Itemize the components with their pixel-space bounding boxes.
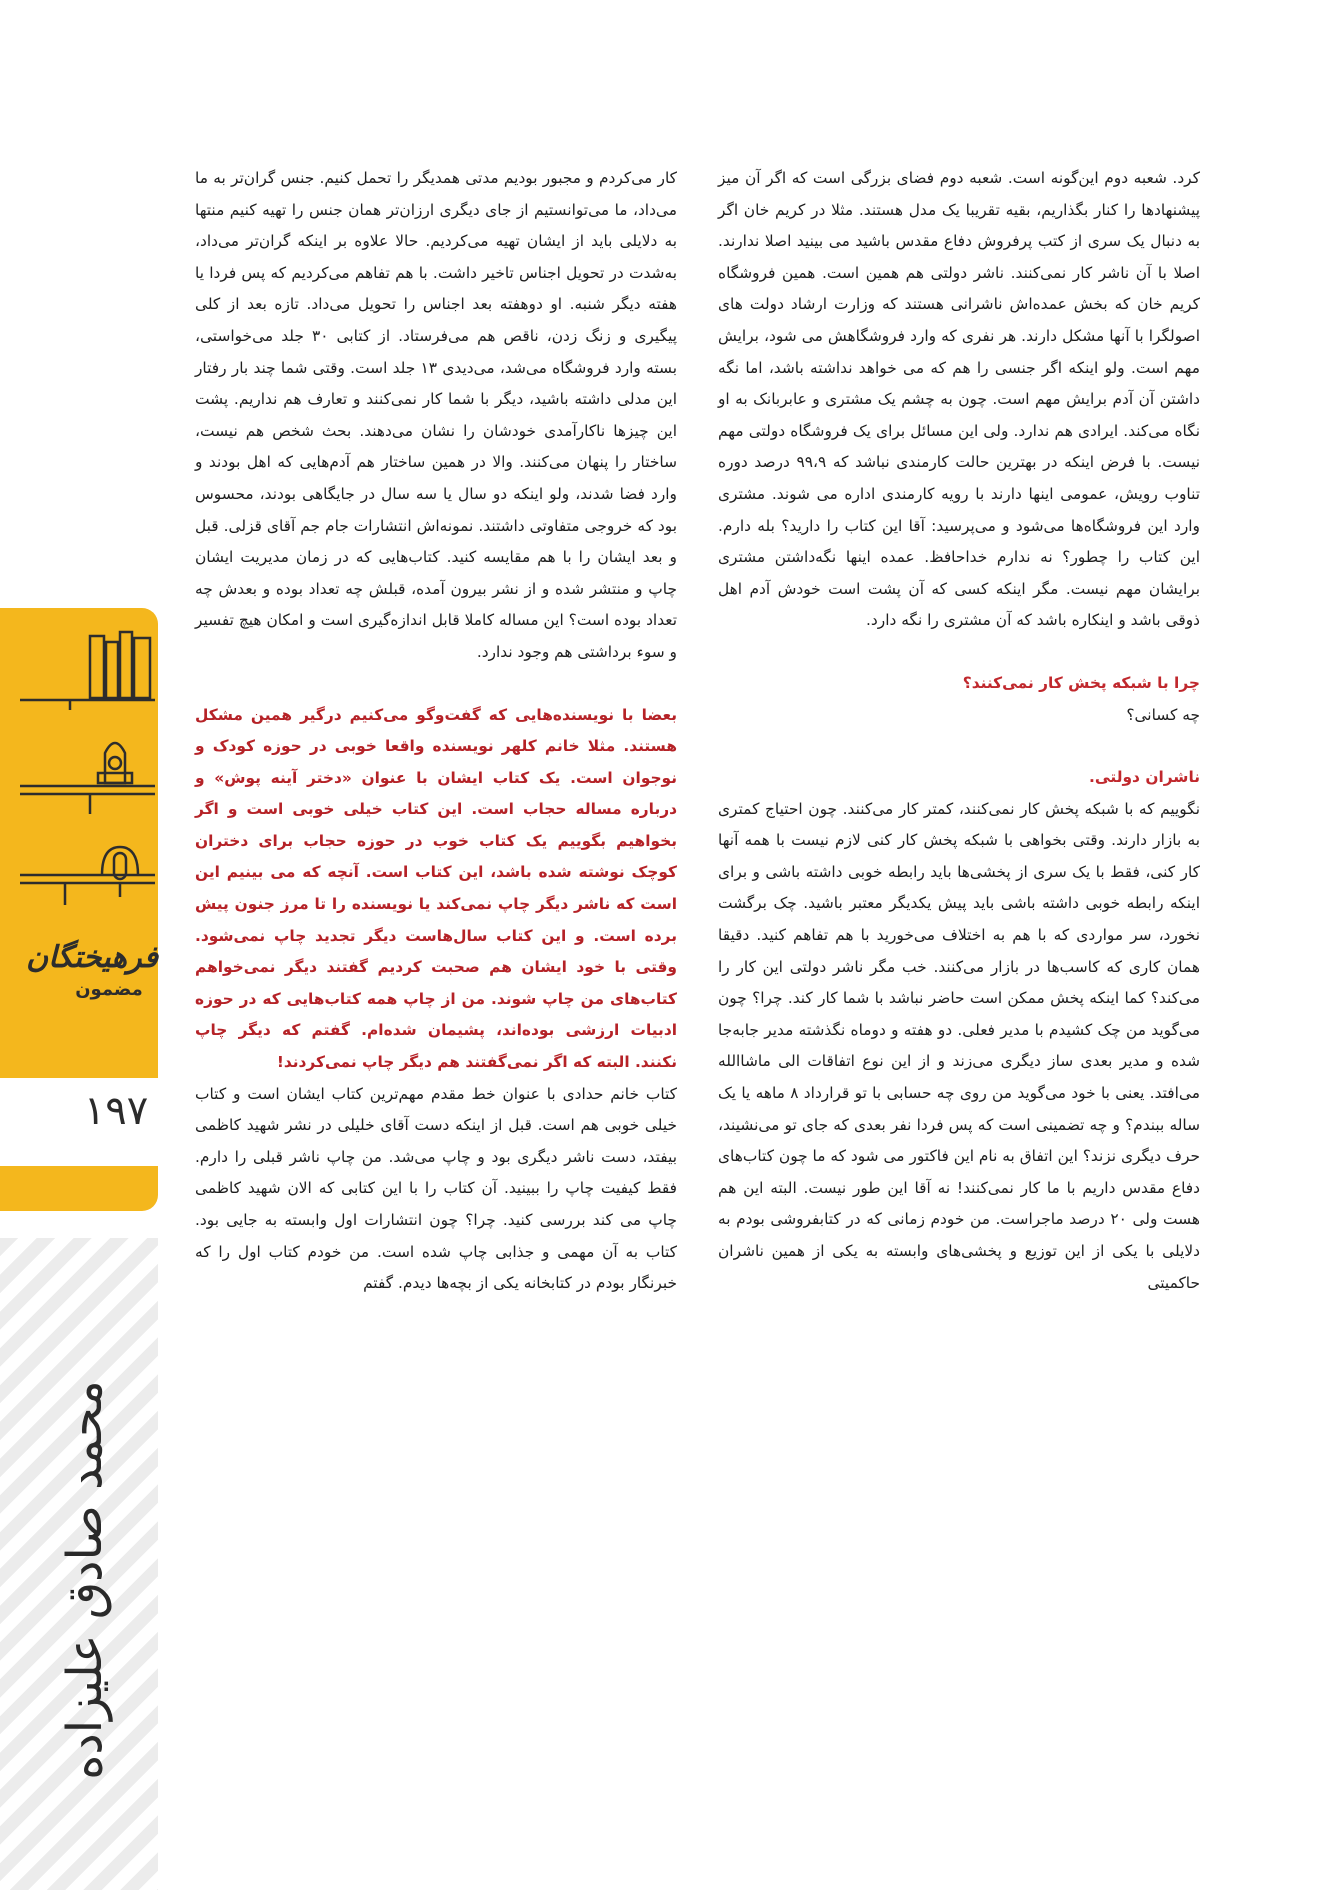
bookshelf-icon — [20, 628, 155, 713]
page-number: ۱۹۷ — [83, 1088, 149, 1134]
right-column — [718, 163, 1200, 1299]
lamp-icon — [20, 728, 155, 818]
left-paragraph-1: کار می‌کردم و مجبور بودیم مدتی همدیگر را تحمل کنیم. جنس گران‌تر به ما می‌داد، ما می‌توانستیم از جای دیگری ارزان‌تر همان جنس را تهیه کنیم منتها به دلایلی باید از ایشان تهیه می‌کردیم. حالا علاوه بر اینکه گران‌تر می‌داد، به‌شدت در تحویل اجناس تاخیر داشت. با هم تفاهم می‌کردیم که پس فردا یا هفته دیگر شنبه. او دوهفته بعد اجناس را تحویل می‌داد. تازه بعد از کلی پیگیری و زنگ زدن، ناقص هم می‌فرستاد. از کتابی ۳۰ جلد می‌خواستی، بسته وارد فروشگاه می‌شد، می‌دیدی ۱۳ جلد است. وقتی شما چند بار رفتار این مدلی داشته باشید، دیگر با شما کار نمی‌کنند و تعارف هم نداریم. پشت این چیزها ناکارآمدی خودشان را نشان می‌دهند. بحث شخص هم نیست، ساختار را پنهان می‌کنند. والا در همین ساختار هم آدم‌هایی که اهل بودند و وارد فضا شدند، ولو اینکه دو سال یا سه سال در جایگاهی بودند، محسوس بود که خروجی متفاوتی داشتند. نمونه‌اش انتشارات جام جم آقای قزلی. قبل و بعد ایشان را با هم مقایسه کنید. کتاب‌هایی که در زمان مدیریت ایشان چاپ و منتشر شده و از نشر بیرون آمده، قبلش چه تعداد بوده و بعدش چه تعداد بوده است؟ این مساله کاملا قابل اندازه‌گیری است و امکان هیچ تفسیر و سوء برداشتی هم وجود ندارد. — [195, 169, 677, 661]
left-paragraph-2: کتاب خانم حدادی با عنوان خط مقدم مهم‌ترین کتاب ایشان است و کتاب خیلی خوبی هم است. قبل از اینکه دست آقای خلیلی در نشر شهید کاظمی بیفتد، دست ناشر دیگری بود و چاپ می‌شد. من چاپ ناشر قبلی را دارم. فقط کیفیت چاپ را ببینید. آن کتاب را با این کتابی که الان شهید کاظمی چاپ می کند بررسی کنید. چرا؟ چون انتشارات اول وابسته به جایی بود. کتاب به آن مهمی و جذابی چاپ شده است. من خودم کتاب اول را که خبرنگار بودم در کتابخانه یکی از بچه‌ها دیدم. گفتم — [195, 1084, 677, 1293]
interview-question: چرا با شبکه پخش کار نمی‌کنند؟ — [962, 673, 1200, 692]
interviewer-highlight: بعضا با نویسنده‌هایی که گفت‌وگو می‌کنیم درگیر همین مشکل هستند. مثلا خانم کلهر نویسنده واقعا خوبی در حوزه کودک و نوجوان است. یک کتاب ایشان با عنوان «دختر آینه پوش» و درباره مساله حجاب است. این کتاب خیلی خوبی است و اگر بخواهیم بگوییم یک کتاب خوب در حوزه حجاب برای دختران کوچک نوشته شده باشد، این کتاب است. آنچه که می بینیم این است که ناشر دیگر چاپ نمی‌کند یا نویسنده را تا مرز جنون پیش برده است. و این کتاب سال‌هاست دیگر تجدید چاپ نمی‌شود. وقتی با خود ایشان هم صحبت کردیم گفتند دیگر نمی‌خواهم کتاب‌های من چاپ شوند. من از چاپ همه کتاب‌هایی که در حوزه ادبیات ارزشی بوده‌اند، پشیمان شده‌ام. گفتم که دیگر چاپ نکنند. البته که اگر نمی‌گفتند هم دیگر چاپ نمی‌کردند! — [195, 705, 677, 1072]
author-name: محمد صادق علیزاده — [56, 1380, 113, 1780]
microphone-icon — [20, 835, 155, 915]
brand-subtitle: مضمون — [75, 979, 143, 1000]
right-paragraph-1: کرد. شعبه دوم این‌گونه است. شعبه دوم فضای بزرگی است که اگر آن میز پیشنهادها را کنار بگذاریم، بقیه تقریبا یک مدل هستند. مثلا در کریم خان اگر به دنبال یک سری از کتب پرفروش دفاع مقدس باشید می بینید اصلا ندارند. اصلا با آن ناشر کار نمی‌کنند. ناشر دولتی هم همین است. همین فروشگاه کریم خان که بخش عمده‌اش ناشرانی هستند که وزارت ارشاد دولت های اصولگرا با آنها مشکل دارند. هر نفری که وارد فروشگاهش می شود، برایش مهم است. ولو اینکه اگر جنسی را هم که می خواهد نداشته باشد، اما نگه داشتن آن آدم برایش مهم است. چون به چشم یک مشتری و عابربانک به او نگاه می‌کند. ایرادی هم ندارد. ولی این مسائل برای یک فروشگاه دولتی مهم نیست. با فرض اینکه در بهترین حالت کارمندی نباشد که ۹۹،۹ درصد دوره تناوب رویش، عمومی اینها دارند با رویه کارمندی اداره می شوند. مشتری وارد این فروشگاه‌ها می‌شود و می‌پرسید: آقا این کتاب را دارید؟ بله دارم. این کتاب را چطور؟ نه ندارم خداحافظ. عمده اینها نگه‌داشتن مشتری برایشان مهم نیست. مگر اینکه کسی که آن پشت است خودش آدم اهل ذوقی باشد و اینکاره باشد که آن مشتری را نگه دارد. — [718, 169, 1200, 630]
left-column — [195, 163, 677, 1300]
brand-title: فرهیختگان — [26, 940, 158, 975]
interview-question-followup: چه کسانی؟ — [1126, 705, 1200, 724]
side-tab-foot — [0, 1166, 158, 1211]
author-name-vertical — [12, 1290, 157, 1870]
answer-lead: ناشران دولتی. — [1089, 768, 1200, 787]
brand-logo — [26, 940, 158, 1000]
right-paragraph-2: نگوییم که با شبکه پخش کار نمی‌کنند، کمتر کار می‌کنند. چون احتیاج کمتری به بازار دارند. وقتی بخواهی با شبکه پخش کار کنی لازم نیست با همه آنها کار کنی، فقط با یک سری از پخشی‌ها باید رابطه خوبی داشته باشی و برای اینکه رابطه خوبی داشته باشی باید پیش یکدیگر معتبر باشید. چک برگشت نخورد، سر مواردی که با هم به اختلاف می‌خورید با هم تفاهم کنید. دقیقا همان کاری که کاسب‌ها در بازار می‌کنند. خب مگر ناشر دولتی این کار را می‌کند؟ کما اینکه پخش ممکن است حاضر نباشد با شما کار کند. چرا؟ چون می‌گوید من چک کشیدم با مدیر فعلی. دو هفته و دوماه نگذشته مدیر جابه‌جا شده و مدیر بعدی ساز دیگری می‌زند و از این نوع اتفاقات الی ماشاالله می‌افتد. یعنی با خود می‌گوید من روی چه حسابی با تو قرارداد ۸ ماهه یا یک ساله ببندم؟ و چه تضمینی است که پس فردا نفر بعدی که جای تو می‌نشیند، حرف دیگری نزند؟ این اتفاق به نام این فاکتور می شود که ما چون کتاب‌های دفاع مقدس داریم با ما کار نمی‌کنند! نه آقا این طور نیست. البته این هم هست ولی ۲۰ درصد ماجراست. من خودم زمانی که در کتابفروشی بودم به دلایلی با یکی از این توزیع و پخشی‌های وابسته به یکی از همین ناشران حاکمیتی — [718, 799, 1201, 1292]
